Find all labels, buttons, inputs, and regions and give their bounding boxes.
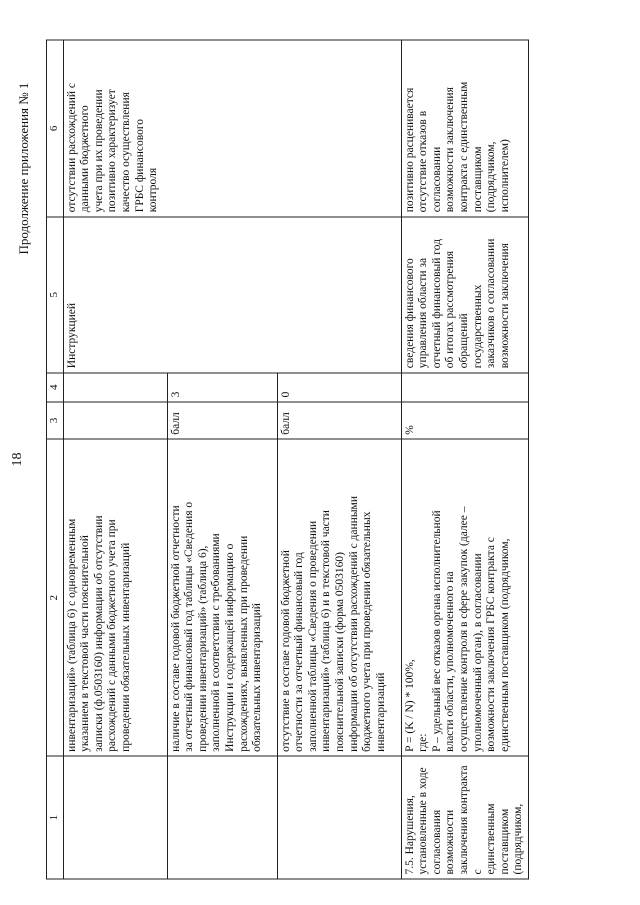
table-cell: наличие в составе годовой бюджетной отчетности за отчетный финансовый год таблицы «Сведения о проведении инвентаризаций» (таблица 6), заполненной в соответствии с требованиями Инструкции и содержащей информацию о расхождениях, выявленных при проведении обязательных инвентаризаций [167, 439, 277, 756]
table-cell: Инструкцией [63, 217, 401, 373]
table-cell [401, 373, 528, 402]
table-cell [63, 756, 167, 879]
table-cell: позитивно расценивается отсутствие отказов в согласовании возможности заключения контракта с единственным поставщиком (подрядчиком, исполнителем) [401, 40, 528, 217]
table-cell [167, 756, 277, 879]
table-row [63, 40, 167, 879]
column-header: 2 [47, 439, 64, 756]
table-cell [277, 756, 401, 879]
column-header: 1 [47, 756, 64, 879]
table-cell: 7.5. Нарушения, установленные в ходе согласования возможности заключения контракта с единственным поставщиком (подрядчиком, [401, 756, 528, 879]
table-row [401, 40, 528, 879]
table-cell: сведения финансового управления области за отчетный финансовый год об итогах рассмотрения обращений государственных заказчиков о согласовании возможности заключения [401, 217, 528, 373]
page-number: 18 [10, 452, 25, 467]
column-header: 4 [47, 373, 64, 402]
table-header-row [47, 40, 64, 879]
table-cell [63, 373, 167, 402]
table-cell: 0 [277, 373, 401, 402]
table-cell: 3 [167, 373, 277, 402]
table-cell: % [401, 402, 528, 439]
table-cell: инвентаризаций» (таблица 6) с одновременным указанием в текстовой части пояснительной записки (ф.0503160) информации об отсутствии расхождений с данными бюджетного учета при проведении обязательных инвентаризаций [63, 439, 167, 756]
table-cell: балл [167, 402, 277, 439]
table-cell: балл [277, 402, 401, 439]
table-cell [63, 402, 167, 439]
table-cell: отсутствии расхождений с данными бюджетного учета при их проведении позитивно характеризует качество осуществления ГРБС финансового контроля [63, 40, 401, 217]
table-cell: отсутствие в составе годовой бюджетной отчетности за отчетный финансовый год заполненной таблицы «Сведения о проведении инвентаризаций» (таблица 6) и в текстовой части пояснительной записки (форма 0503160) информации об отсутствии расхождений с данными бюджетного учета при проведении обязательных инвентаризаций [277, 439, 401, 756]
table-cell: P = (K / N) * 100%, где: P – удельный вес отказов органа исполнительной власти области, уполномоченного на осуществление контроля в сфере закупок (далее – уполномоченный орган), в согласовании возможности заключения ГРБС контракта с единственным поставщиком (подрядчиком, [401, 439, 528, 756]
column-header: 3 [47, 402, 64, 439]
criteria-table [46, 40, 529, 880]
annex-label: Продолжение приложения № 1 [16, 82, 31, 255]
column-header: 5 [47, 217, 64, 373]
column-header: 6 [47, 40, 64, 217]
